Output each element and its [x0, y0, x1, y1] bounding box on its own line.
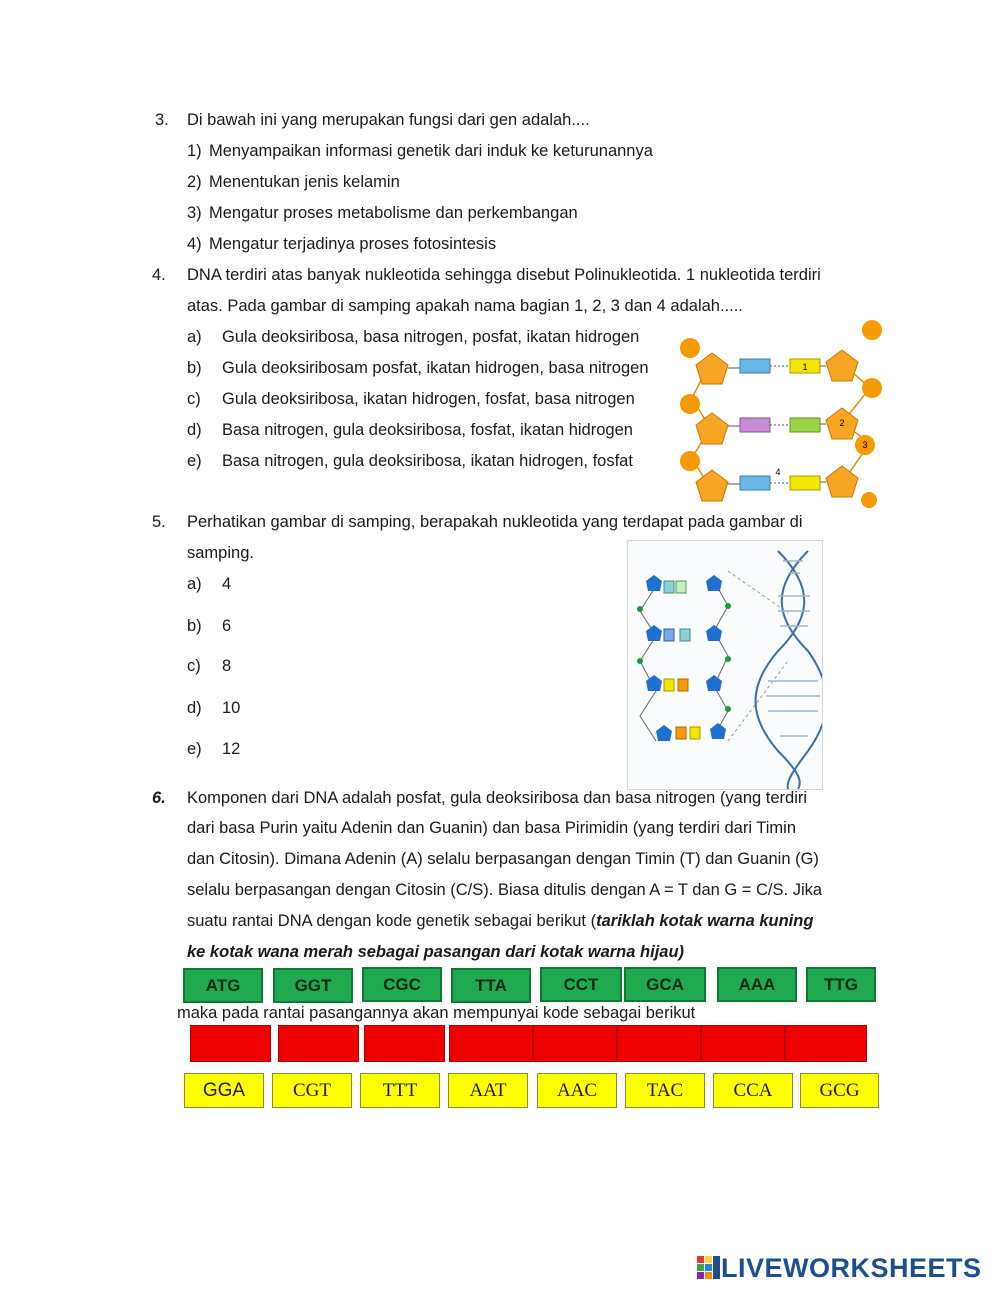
q3-item-text: Mengatur terjadinya proses fotosintesis [209, 235, 497, 253]
green-dot [725, 656, 731, 662]
phosphate-circle [680, 394, 700, 414]
q6-line6-instruction: ke kotak wana merah sebagai pasangan dari kotak warna hijau) [187, 943, 685, 961]
sugar-pentagon [696, 470, 728, 501]
q6-line5 [187, 912, 813, 931]
yellow-draggable-code[interactable]: TTT [360, 1073, 440, 1108]
phosphate-circle [862, 378, 882, 398]
red-drop-target[interactable] [190, 1025, 271, 1062]
q4-option-text: Gula deoksiribosa, basa nitrogen, posfat, ikatan hidrogen [222, 328, 640, 346]
red-drop-target[interactable] [533, 1025, 617, 1062]
q5-option-text: 6 [222, 617, 232, 635]
logo-text: LIVEWORKSHEETS [721, 1253, 982, 1283]
q5-option-letter: d) [187, 699, 202, 717]
q6-middle-text: maka pada rantai pasangannya akan mempunyai kode sebagai berikut [177, 1004, 696, 1022]
red-drop-target[interactable] [449, 1025, 533, 1062]
red-drop-target[interactable] [364, 1025, 445, 1062]
base-yellow [790, 476, 820, 490]
green-dot [637, 606, 643, 612]
q3-item-num: 3) [187, 204, 202, 222]
q6-number: 6. [152, 789, 166, 807]
q4-nucleotide-diagram [672, 318, 882, 508]
q6-line3: dan Citosin). Dimana Adenin (A) selalu berpasangan dengan Timin (T) dan Guanin (G) [187, 850, 819, 868]
red-drop-target[interactable] [785, 1025, 867, 1062]
red-drop-target[interactable] [617, 1025, 701, 1062]
q4-line1: DNA terdiri atas banyak nukleotida sehingga disebut Polinukleotida. 1 nukleotida terdiri [187, 266, 821, 284]
red-drop-target[interactable] [278, 1025, 359, 1062]
diagram-label-4: 4 [775, 467, 781, 477]
helix-strand [756, 551, 805, 789]
zoom-line [728, 571, 788, 613]
yellow-draggable-code[interactable]: TAC [625, 1073, 705, 1108]
green-dot [725, 706, 731, 712]
base-blue [740, 359, 770, 373]
yellow-draggable-code[interactable]: CCA [713, 1073, 793, 1108]
zoom-line [728, 661, 788, 741]
nucleotide-pair-row [656, 723, 726, 741]
green-code-box: GCA [624, 967, 706, 1002]
phosphate-circle [680, 451, 700, 471]
yellow-draggable-code[interactable]: CGT [272, 1073, 352, 1108]
q5-dna-diagram [627, 540, 823, 790]
q3-item-text: Menyampaikan informasi genetik dari induk ke keturunannya [209, 142, 653, 160]
phosphate-circle [680, 338, 700, 358]
green-code-box: TTA [451, 968, 531, 1003]
green-dot [725, 603, 731, 609]
q4-line2: atas. Pada gambar di samping apakah nama bagian 1, 2, 3 dan 4 adalah..... [187, 297, 743, 315]
q3-item-num: 4) [187, 235, 202, 253]
green-code-box: TTG [806, 967, 876, 1002]
q4-option-letter: d) [187, 421, 202, 439]
q5-option-letter: c) [187, 657, 201, 675]
sugar-pentagon [826, 466, 858, 497]
liveworksheets-logo[interactable] [697, 1253, 982, 1284]
nucleotide-pair-row [646, 625, 722, 641]
q5-option-text: 10 [222, 699, 241, 717]
q5-option-text: 12 [222, 740, 241, 758]
nucleotide-pair-row [646, 575, 722, 593]
q6-line1: Komponen dari DNA adalah posfat, gula deoksiribosa dan basa nitrogen (yang terdiri [187, 789, 808, 807]
q5-option-letter: b) [187, 617, 202, 635]
helix-rungs [766, 561, 820, 736]
q4-option-text: Basa nitrogen, gula deoksiribosa, ikatan hidrogen, fosfat [222, 452, 633, 470]
green-code-box: ATG [183, 968, 263, 1003]
diagram-label-1: 1 [802, 362, 808, 372]
q5-number: 5. [152, 513, 166, 531]
q5-option-text: 4 [222, 575, 232, 593]
diagram-label-2: 2 [839, 418, 845, 428]
q4-option-letter: e) [187, 452, 202, 470]
q3-item-text: Mengatur proses metabolisme dan perkembangan [209, 204, 578, 222]
base-blue [740, 476, 770, 490]
logo-grid-icon [697, 1256, 721, 1282]
base-purple [740, 418, 770, 432]
q3-number: 3. [155, 111, 169, 129]
q5-option-text: 8 [222, 657, 232, 675]
base-green [790, 418, 820, 432]
diagram-label-3: 3 [862, 440, 868, 450]
yellow-draggable-code[interactable]: AAC [537, 1073, 617, 1108]
green-dot [637, 658, 643, 664]
red-drop-target[interactable] [701, 1025, 785, 1062]
q3-item-text: Menentukan jenis kelamin [209, 173, 400, 191]
yellow-draggable-code[interactable]: AAT [448, 1073, 528, 1108]
green-code-box: CCT [540, 967, 622, 1002]
q3-item-num: 1) [187, 142, 202, 160]
q4-option-letter: b) [187, 359, 202, 377]
q4-option-text: Gula deoksiribosa, ikatan hidrogen, fosfat, basa nitrogen [222, 390, 635, 408]
q5-line2: samping. [187, 544, 254, 562]
sugar-pentagon [696, 353, 728, 384]
q6-line5-plain: suatu rantai DNA dengan kode genetik sebagai berikut ( [187, 912, 597, 930]
sugar-pentagon [826, 350, 858, 381]
green-code-box: AAA [717, 967, 797, 1002]
q5-option-letter: a) [187, 575, 202, 593]
green-code-box: GGT [273, 968, 353, 1003]
sugar-pentagon [696, 413, 728, 444]
phosphate-circle [861, 492, 877, 508]
q6-line5-instruction: tariklah kotak warna kuning [596, 912, 814, 930]
yellow-draggable-code[interactable]: GCG [800, 1073, 879, 1108]
q5-line1: Perhatikan gambar di samping, berapakah nukleotida yang terdapat pada gambar di [187, 513, 803, 531]
q6-line4: selalu berpasangan dengan Citosin (C/S). Biasa ditulis dengan A = T dan G = C/S. Jika [187, 881, 823, 899]
q4-option-letter: c) [187, 390, 201, 408]
q4-option-text: Gula deoksiribosam posfat, ikatan hidrogen, basa nitrogen [222, 359, 649, 377]
yellow-draggable-code[interactable]: GGA [184, 1073, 264, 1108]
q3-question: Di bawah ini yang merupakan fungsi dari gen adalah.... [187, 111, 590, 129]
q6-line2: dari basa Purin yaitu Adenin dan Guanin) dan basa Pirimidin (yang terdiri dari Timin [187, 819, 796, 837]
q4-option-text: Basa nitrogen, gula deoksiribosa, fosfat, ikatan hidrogen [222, 421, 633, 439]
q4-option-letter: a) [187, 328, 202, 346]
q3-item-num: 2) [187, 173, 202, 191]
phosphate-circle [862, 320, 882, 340]
q4-number: 4. [152, 266, 166, 284]
nucleotide-pair-row [646, 675, 722, 691]
green-code-box: CGC [362, 967, 442, 1002]
q5-option-letter: e) [187, 740, 202, 758]
